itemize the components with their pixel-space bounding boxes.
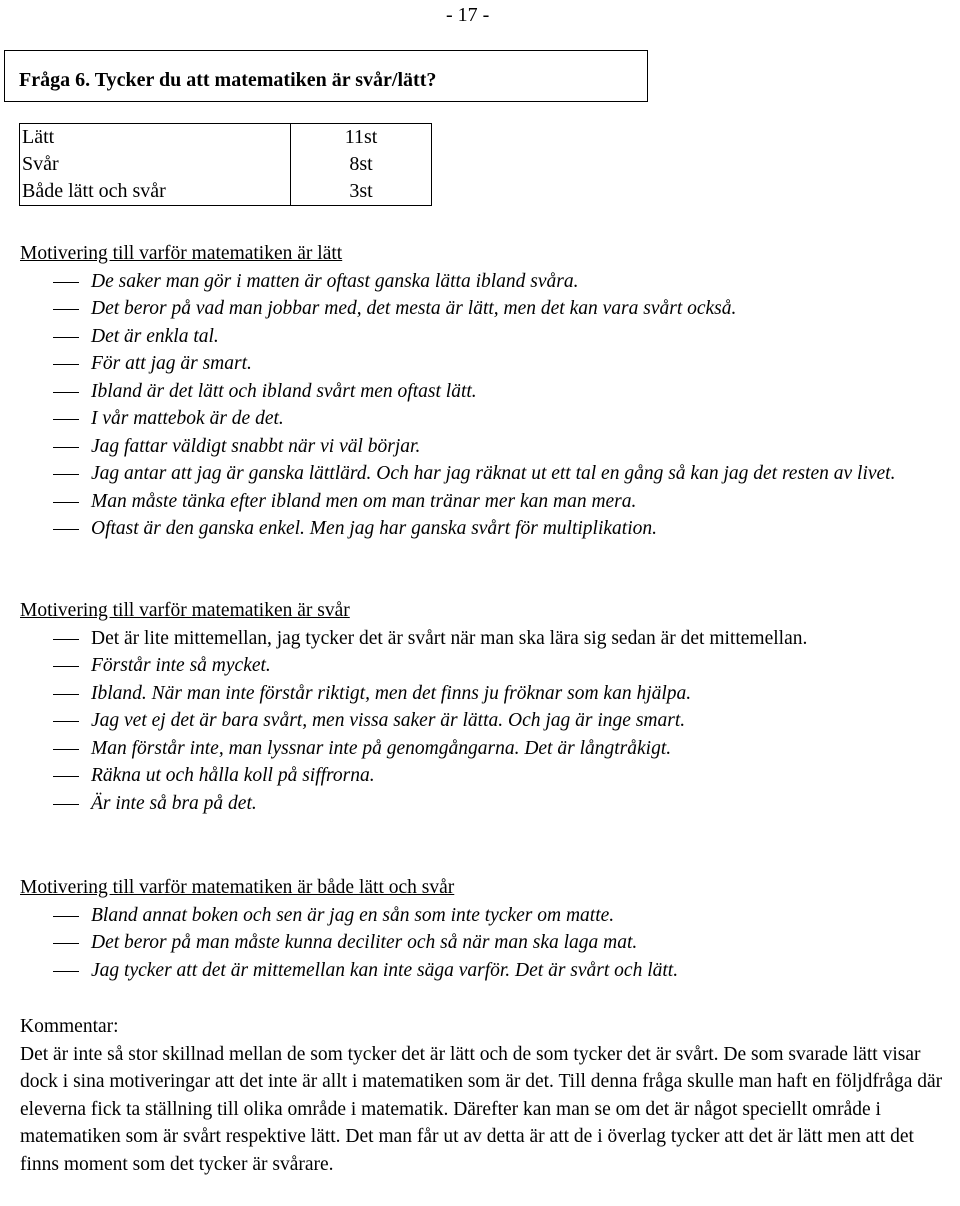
answer-count-easy: 11st bbox=[344, 126, 378, 148]
hard-list bbox=[20, 652, 956, 817]
answer-counts-cell bbox=[291, 124, 432, 206]
answer-labels-cell bbox=[20, 124, 291, 206]
easy-heading: Motivering till varför matematiken är lätt bbox=[20, 243, 343, 264]
list-item: Är inte så bra på det. bbox=[20, 790, 956, 818]
comment-text: Det är inte så stor skillnad mellan de som tycker det är lätt och de som tycker det är svårt. De som svarade lätt visar dock i sina motiveringar att det inte är allt i matematiken som är det. Till denna fråga skulle man haft en följdfråga där eleverna fick ta ställning till olika område i matematik. Därefter kan man se om det är något speciellt område i matematiken som är svårt respektive lätt. Det man får ut av detta är att de i överlag tycker att det är lätt men att det finns moment som det tycker är svårare. bbox=[20, 1043, 943, 1175]
comment-heading: Kommentar: bbox=[20, 1016, 119, 1037]
both-list bbox=[20, 902, 956, 985]
list-item: Man måste tänka efter ibland men om man tränar mer kan man mera. bbox=[20, 488, 956, 516]
question-box bbox=[4, 50, 648, 102]
answer-label-easy: Lätt bbox=[22, 126, 55, 148]
easy-list bbox=[20, 268, 956, 543]
list-item: Det är enkla tal. bbox=[20, 323, 956, 351]
hard-section bbox=[20, 597, 956, 817]
easy-section bbox=[20, 240, 956, 543]
both-heading: Motivering till varför matematiken är både lätt och svår bbox=[20, 877, 455, 898]
hard-heading: Motivering till varför matematiken är svår bbox=[20, 600, 350, 621]
list-item: Räkna ut och hålla koll på siffrorna. bbox=[20, 762, 956, 790]
answer-label-both: Både lätt och svår bbox=[22, 180, 166, 202]
question-title: Fråga 6. Tycker du att matematiken är svår/lätt? bbox=[19, 69, 437, 91]
list-item: Det beror på man måste kunna deciliter och så när man ska laga mat. bbox=[20, 929, 956, 957]
list-item: Jag fattar väldigt snabbt när vi väl börjar. bbox=[20, 433, 956, 461]
answer-count-hard: 8st bbox=[349, 153, 373, 175]
list-item: Förstår inte så mycket. bbox=[20, 652, 956, 680]
both-section bbox=[20, 874, 956, 984]
list-item: I vår mattebok är de det. bbox=[20, 405, 956, 433]
answers-row bbox=[20, 124, 432, 206]
comment-section bbox=[20, 1013, 956, 1178]
list-item: Det beror på vad man jobbar med, det mesta är lätt, men det kan vara svårt också. bbox=[20, 295, 956, 323]
list-item: Jag vet ej det är bara svårt, men vissa saker är lätta. Och jag är inge smart. bbox=[20, 707, 956, 735]
list-item: Oftast är den ganska enkel. Men jag har ganska svårt för multiplikation. bbox=[20, 515, 956, 543]
hard-list-first bbox=[20, 625, 956, 653]
list-item: Ibland är det lätt och ibland svårt men oftast lätt. bbox=[20, 378, 956, 406]
answer-label-hard: Svår bbox=[22, 153, 59, 175]
list-item: Det är lite mittemellan, jag tycker det är svårt när man ska lära sig sedan är det mittemellan. bbox=[20, 625, 956, 653]
list-item: Jag tycker att det är mittemellan kan inte säga varför. Det är svårt och lätt. bbox=[20, 957, 956, 985]
list-item: Bland annat boken och sen är jag en sån som inte tycker om matte. bbox=[20, 902, 956, 930]
answer-count-both: 3st bbox=[349, 180, 373, 202]
page-number: - 17 - bbox=[446, 4, 490, 26]
list-item: De saker man gör i matten är oftast ganska lätta ibland svåra. bbox=[20, 268, 956, 296]
answers-table bbox=[19, 123, 432, 206]
list-item: Ibland. När man inte förstår riktigt, men det finns ju fröknar som kan hjälpa. bbox=[20, 680, 956, 708]
list-item: Man förstår inte, man lyssnar inte på genomgångarna. Det är långtråkigt. bbox=[20, 735, 956, 763]
list-item: För att jag är smart. bbox=[20, 350, 956, 378]
list-item: Jag antar att jag är ganska lättlärd. Och har jag räknat ut ett tal en gång så kan jag det resten av livet. bbox=[20, 460, 956, 488]
